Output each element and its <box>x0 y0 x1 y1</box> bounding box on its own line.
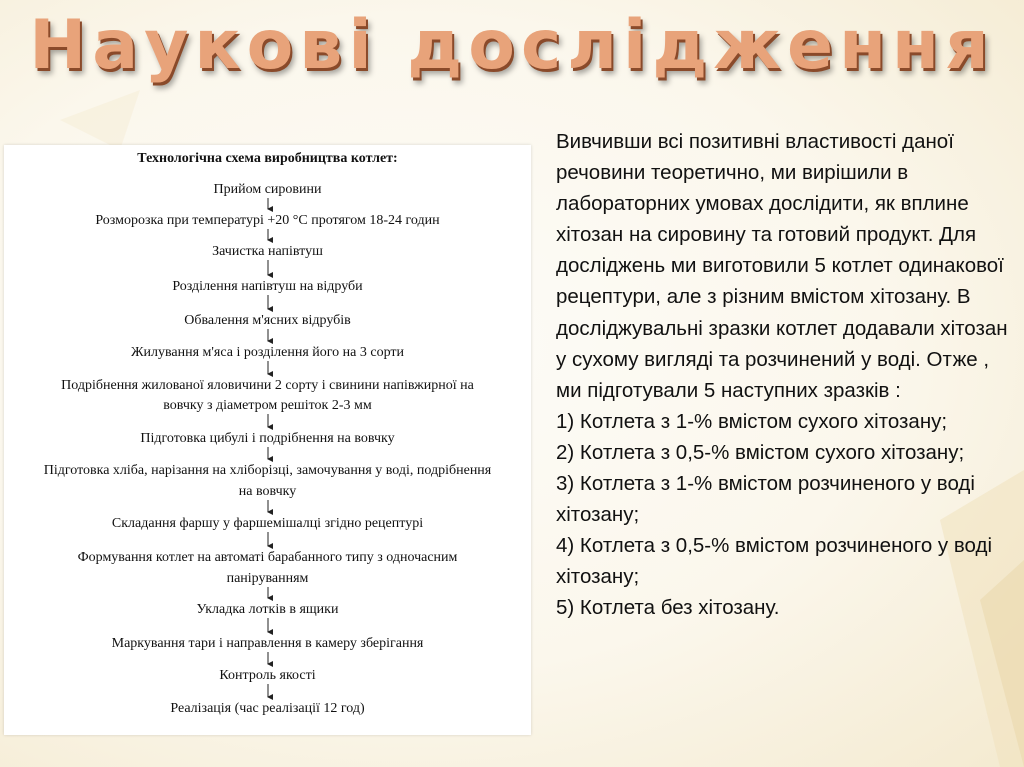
scheme-step: Укладка лотків в ящики <box>196 602 339 617</box>
sample-item: 3) Котлета з 1-% вмістом розчиненого у воді хітозану; <box>556 472 975 527</box>
intro-paragraph: Вивчивши всі позитивні властивості даної речовини теоретично, ми вирішили в лабораторних умовах дослідити, як вплине хітозан на сировину та готовий продукт. Для досліджень ми виготовили 5 котлет одинакової рецептури, але з різним вмістом хітозану. В досліджувальні зразки котлет додавали хітозан у сухому вигляді та розчинений у воді. Отже , ми підготували 5 наступних зразків : <box>556 130 1008 402</box>
scheme-step: Підготовка хліба, нарізання на хліборізці, замочування у воді, подрібнення <box>43 463 492 478</box>
scheme-step: Подрібнення жилованої яловичини 2 сорту і свинини напівжирної на <box>61 378 474 393</box>
sample-item: 1) Котлета з 1-% вмістом сухого хітозану; <box>556 409 948 433</box>
scheme-step: Маркування тари і направлення в камеру зберігання <box>111 636 424 651</box>
scheme-step: Жилування м'яса і розділення його на 3 сорти <box>130 345 405 360</box>
scheme-step: Розморозка при температурі +20 °С протягом 18-24 годин <box>95 213 440 228</box>
scheme-step: Реалізація (час реалізації 12 год) <box>170 701 365 716</box>
scheme-step: паніруванням <box>226 571 309 586</box>
sample-item: 2) Котлета з 0,5-% вмістом сухого хітозану; <box>556 440 965 464</box>
scheme-step: Обвалення м'ясних відрубів <box>184 313 351 328</box>
scheme-step: Підготовка цибулі і подрібнення на вовчку <box>140 431 395 446</box>
page-title: Наукові дослідження <box>29 6 995 85</box>
flow-arrows <box>4 145 531 735</box>
production-scheme <box>4 145 531 735</box>
scheme-heading: Технологічна схема виробництва котлет: <box>137 151 398 166</box>
scheme-step: на вовчку <box>238 484 297 499</box>
scheme-step: Прийом сировини <box>213 182 322 197</box>
scheme-step: Контроль якості <box>219 668 316 683</box>
scheme-step: Зачистка напівтуш <box>212 244 323 259</box>
scheme-step: Складання фаршу у фаршемішалці згідно рецептурі <box>111 516 424 531</box>
sample-item: 4) Котлета з 0,5-% вмістом розчиненого у воді хітозану; <box>556 534 993 589</box>
scheme-step: вовчку з діаметром решіток 2-3 мм <box>163 398 372 413</box>
scheme-step: Формування котлет на автоматі барабанного типу з одночасним <box>77 550 458 565</box>
sample-item: 5) Котлета без хітозану. <box>556 596 780 620</box>
research-description <box>556 126 1018 624</box>
scheme-step: Розділення напівтуш на відруби <box>172 279 363 294</box>
